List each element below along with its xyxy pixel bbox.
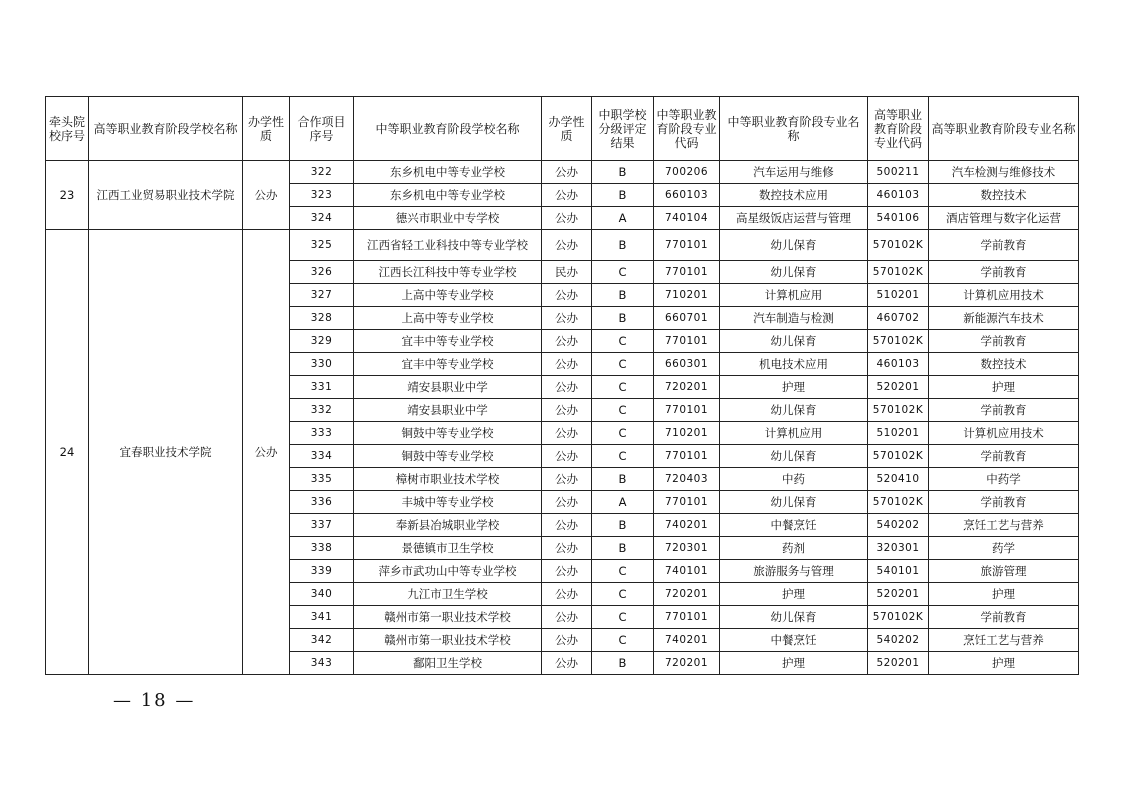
grade-cell: C — [592, 629, 654, 652]
higher-code-cell: 540202 — [868, 629, 929, 652]
grade-cell: C — [592, 399, 654, 422]
grade-cell: C — [592, 583, 654, 606]
grade-cell: A — [592, 207, 654, 230]
higher-major-cell: 新能源汽车技术 — [929, 307, 1079, 330]
secondary-nature-cell: 公办 — [542, 445, 592, 468]
higher-major-cell: 数控技术 — [929, 353, 1079, 376]
project-no-cell: 332 — [290, 399, 354, 422]
grade-cell: B — [592, 161, 654, 184]
project-no-cell: 330 — [290, 353, 354, 376]
secondary-school-cell: 铜鼓中等专业学校 — [354, 445, 542, 468]
header-higher-major: 高等职业教育阶段专业名称 — [929, 97, 1079, 161]
higher-code-cell: 520201 — [868, 376, 929, 399]
secondary-school-cell: 上高中等专业学校 — [354, 284, 542, 307]
lead-no-cell: 23 — [46, 161, 89, 230]
secondary-school-cell: 鄱阳卫生学校 — [354, 652, 542, 675]
secondary-code-cell: 770101 — [654, 230, 720, 261]
grade-cell: B — [592, 284, 654, 307]
table-header-row — [46, 97, 1079, 161]
higher-major-cell: 学前教育 — [929, 606, 1079, 629]
secondary-major-cell: 幼儿保育 — [720, 330, 868, 353]
secondary-code-cell: 720301 — [654, 537, 720, 560]
secondary-nature-cell: 公办 — [542, 161, 592, 184]
higher-code-cell: 540101 — [868, 560, 929, 583]
table-row — [46, 230, 1079, 261]
secondary-school-cell: 东乡机电中等专业学校 — [354, 161, 542, 184]
secondary-code-cell: 710201 — [654, 284, 720, 307]
grade-cell: C — [592, 261, 654, 284]
higher-major-cell: 药学 — [929, 537, 1079, 560]
grade-cell: C — [592, 606, 654, 629]
higher-major-cell: 学前教育 — [929, 445, 1079, 468]
secondary-nature-cell: 民办 — [542, 261, 592, 284]
secondary-major-cell: 旅游服务与管理 — [720, 560, 868, 583]
secondary-code-cell: 720403 — [654, 468, 720, 491]
secondary-code-cell: 770101 — [654, 491, 720, 514]
project-no-cell: 331 — [290, 376, 354, 399]
higher-nature-cell: 公办 — [243, 161, 290, 230]
secondary-nature-cell: 公办 — [542, 629, 592, 652]
secondary-nature-cell: 公办 — [542, 184, 592, 207]
higher-code-cell: 570102K — [868, 230, 929, 261]
secondary-school-cell: 赣州市第一职业技术学校 — [354, 606, 542, 629]
higher-code-cell: 510201 — [868, 284, 929, 307]
header-project-no: 合作项目序号 — [290, 97, 354, 161]
secondary-school-cell: 德兴市职业中专学校 — [354, 207, 542, 230]
secondary-nature-cell: 公办 — [542, 583, 592, 606]
header-lead-no: 牵头院校序号 — [46, 97, 89, 161]
secondary-school-cell: 靖安县职业中学 — [354, 399, 542, 422]
higher-major-cell: 学前教育 — [929, 330, 1079, 353]
secondary-school-cell: 东乡机电中等专业学校 — [354, 184, 542, 207]
project-no-cell: 323 — [290, 184, 354, 207]
secondary-major-cell: 幼儿保育 — [720, 445, 868, 468]
secondary-code-cell: 770101 — [654, 445, 720, 468]
secondary-code-cell: 770101 — [654, 399, 720, 422]
secondary-major-cell: 幼儿保育 — [720, 261, 868, 284]
project-no-cell: 335 — [290, 468, 354, 491]
higher-major-cell: 学前教育 — [929, 230, 1079, 261]
grade-cell: B — [592, 514, 654, 537]
grade-cell: C — [592, 445, 654, 468]
secondary-major-cell: 汽车制造与检测 — [720, 307, 868, 330]
secondary-major-cell: 幼儿保育 — [720, 399, 868, 422]
secondary-code-cell: 770101 — [654, 330, 720, 353]
secondary-school-cell: 奉新县冶城职业学校 — [354, 514, 542, 537]
higher-code-cell: 540202 — [868, 514, 929, 537]
secondary-major-cell: 数控技术应用 — [720, 184, 868, 207]
secondary-school-cell: 上高中等专业学校 — [354, 307, 542, 330]
secondary-school-cell: 宜丰中等专业学校 — [354, 353, 542, 376]
higher-school-cell: 江西工业贸易职业技术学院 — [89, 161, 243, 230]
secondary-school-cell: 宜丰中等专业学校 — [354, 330, 542, 353]
higher-code-cell: 460103 — [868, 184, 929, 207]
cooperation-table — [45, 96, 1079, 675]
header-secondary-code: 中等职业教育阶段专业代码 — [654, 97, 720, 161]
secondary-school-cell: 景德镇市卫生学校 — [354, 537, 542, 560]
secondary-nature-cell: 公办 — [542, 537, 592, 560]
higher-school-cell: 宜春职业技术学院 — [89, 230, 243, 675]
secondary-major-cell: 护理 — [720, 583, 868, 606]
secondary-nature-cell: 公办 — [542, 307, 592, 330]
grade-cell: B — [592, 468, 654, 491]
grade-cell: C — [592, 422, 654, 445]
secondary-school-cell: 萍乡市武功山中等专业学校 — [354, 560, 542, 583]
project-no-cell: 325 — [290, 230, 354, 261]
secondary-nature-cell: 公办 — [542, 376, 592, 399]
secondary-major-cell: 幼儿保育 — [720, 606, 868, 629]
higher-major-cell: 汽车检测与维修技术 — [929, 161, 1079, 184]
higher-code-cell: 540106 — [868, 207, 929, 230]
secondary-nature-cell: 公办 — [542, 330, 592, 353]
secondary-code-cell: 710201 — [654, 422, 720, 445]
secondary-major-cell: 护理 — [720, 652, 868, 675]
higher-code-cell: 570102K — [868, 261, 929, 284]
secondary-nature-cell: 公办 — [542, 353, 592, 376]
higher-major-cell: 计算机应用技术 — [929, 284, 1079, 307]
grade-cell: A — [592, 491, 654, 514]
header-secondary-school: 中等职业教育阶段学校名称 — [354, 97, 542, 161]
secondary-nature-cell: 公办 — [542, 652, 592, 675]
grade-cell: C — [592, 353, 654, 376]
higher-code-cell: 570102K — [868, 445, 929, 468]
secondary-code-cell: 770101 — [654, 606, 720, 629]
secondary-nature-cell: 公办 — [542, 399, 592, 422]
project-no-cell: 334 — [290, 445, 354, 468]
higher-major-cell: 旅游管理 — [929, 560, 1079, 583]
secondary-school-cell: 江西省轻工业科技中等专业学校 — [354, 230, 542, 261]
secondary-code-cell: 720201 — [654, 583, 720, 606]
secondary-nature-cell: 公办 — [542, 560, 592, 583]
higher-major-cell: 学前教育 — [929, 399, 1079, 422]
higher-major-cell: 中药学 — [929, 468, 1079, 491]
secondary-school-cell: 江西长江科技中等专业学校 — [354, 261, 542, 284]
higher-major-cell: 烹饪工艺与营养 — [929, 514, 1079, 537]
secondary-code-cell: 700206 — [654, 161, 720, 184]
secondary-nature-cell: 公办 — [542, 422, 592, 445]
secondary-nature-cell: 公办 — [542, 491, 592, 514]
project-no-cell: 336 — [290, 491, 354, 514]
higher-code-cell: 520201 — [868, 583, 929, 606]
table-body — [46, 161, 1079, 675]
grade-cell: B — [592, 652, 654, 675]
higher-code-cell: 500211 — [868, 161, 929, 184]
grade-cell: C — [592, 376, 654, 399]
secondary-school-cell: 樟树市职业技术学校 — [354, 468, 542, 491]
secondary-code-cell: 720201 — [654, 376, 720, 399]
higher-code-cell: 510201 — [868, 422, 929, 445]
secondary-nature-cell: 公办 — [542, 514, 592, 537]
higher-major-cell: 酒店管理与数字化运营 — [929, 207, 1079, 230]
project-no-cell: 337 — [290, 514, 354, 537]
higher-major-cell: 烹饪工艺与营养 — [929, 629, 1079, 652]
higher-code-cell: 570102K — [868, 606, 929, 629]
secondary-nature-cell: 公办 — [542, 230, 592, 261]
project-no-cell: 322 — [290, 161, 354, 184]
higher-code-cell: 570102K — [868, 399, 929, 422]
higher-major-cell: 计算机应用技术 — [929, 422, 1079, 445]
project-no-cell: 342 — [290, 629, 354, 652]
higher-code-cell: 460702 — [868, 307, 929, 330]
secondary-major-cell: 幼儿保育 — [720, 230, 868, 261]
project-no-cell: 327 — [290, 284, 354, 307]
grade-cell: B — [592, 307, 654, 330]
project-no-cell: 339 — [290, 560, 354, 583]
page-number: — 18 — — [113, 690, 196, 711]
secondary-nature-cell: 公办 — [542, 284, 592, 307]
higher-major-cell: 学前教育 — [929, 491, 1079, 514]
secondary-code-cell: 660103 — [654, 184, 720, 207]
higher-code-cell: 570102K — [868, 491, 929, 514]
higher-major-cell: 学前教育 — [929, 261, 1079, 284]
secondary-code-cell: 740104 — [654, 207, 720, 230]
project-no-cell: 333 — [290, 422, 354, 445]
secondary-major-cell: 高星级饭店运营与管理 — [720, 207, 868, 230]
project-no-cell: 343 — [290, 652, 354, 675]
secondary-major-cell: 幼儿保育 — [720, 491, 868, 514]
secondary-code-cell: 770101 — [654, 261, 720, 284]
higher-major-cell: 护理 — [929, 652, 1079, 675]
higher-major-cell: 护理 — [929, 583, 1079, 606]
project-no-cell: 324 — [290, 207, 354, 230]
secondary-nature-cell: 公办 — [542, 468, 592, 491]
higher-nature-cell: 公办 — [243, 230, 290, 675]
higher-code-cell: 520201 — [868, 652, 929, 675]
secondary-major-cell: 药剂 — [720, 537, 868, 560]
secondary-major-cell: 中药 — [720, 468, 868, 491]
higher-code-cell: 460103 — [868, 353, 929, 376]
higher-major-cell: 数控技术 — [929, 184, 1079, 207]
header-higher-school: 高等职业教育阶段学校名称 — [89, 97, 243, 161]
secondary-school-cell: 九江市卫生学校 — [354, 583, 542, 606]
secondary-nature-cell: 公办 — [542, 207, 592, 230]
secondary-code-cell: 740201 — [654, 514, 720, 537]
secondary-code-cell: 740101 — [654, 560, 720, 583]
secondary-school-cell: 靖安县职业中学 — [354, 376, 542, 399]
project-no-cell: 326 — [290, 261, 354, 284]
higher-major-cell: 护理 — [929, 376, 1079, 399]
secondary-major-cell: 护理 — [720, 376, 868, 399]
secondary-major-cell: 中餐烹饪 — [720, 514, 868, 537]
project-no-cell: 340 — [290, 583, 354, 606]
secondary-major-cell: 中餐烹饪 — [720, 629, 868, 652]
table-row — [46, 161, 1079, 184]
secondary-nature-cell: 公办 — [542, 606, 592, 629]
secondary-school-cell: 铜鼓中等专业学校 — [354, 422, 542, 445]
grade-cell: B — [592, 184, 654, 207]
secondary-major-cell: 汽车运用与维修 — [720, 161, 868, 184]
header-grade: 中职学校分级评定结果 — [592, 97, 654, 161]
project-no-cell: 329 — [290, 330, 354, 353]
secondary-code-cell: 740201 — [654, 629, 720, 652]
grade-cell: B — [592, 537, 654, 560]
lead-no-cell: 24 — [46, 230, 89, 675]
grade-cell: C — [592, 560, 654, 583]
project-no-cell: 328 — [290, 307, 354, 330]
header-higher-code: 高等职业教育阶段专业代码 — [868, 97, 929, 161]
project-no-cell: 338 — [290, 537, 354, 560]
higher-code-cell: 320301 — [868, 537, 929, 560]
grade-cell: C — [592, 330, 654, 353]
header-higher-nature: 办学性质 — [243, 97, 290, 161]
higher-code-cell: 520410 — [868, 468, 929, 491]
secondary-code-cell: 720201 — [654, 652, 720, 675]
secondary-school-cell: 赣州市第一职业技术学校 — [354, 629, 542, 652]
secondary-school-cell: 丰城中等专业学校 — [354, 491, 542, 514]
secondary-major-cell: 计算机应用 — [720, 422, 868, 445]
secondary-code-cell: 660701 — [654, 307, 720, 330]
secondary-major-cell: 机电技术应用 — [720, 353, 868, 376]
higher-code-cell: 570102K — [868, 330, 929, 353]
header-secondary-major: 中等职业教育阶段专业名称 — [720, 97, 868, 161]
header-secondary-nature: 办学性质 — [542, 97, 592, 161]
project-no-cell: 341 — [290, 606, 354, 629]
secondary-code-cell: 660301 — [654, 353, 720, 376]
grade-cell: B — [592, 230, 654, 261]
secondary-major-cell: 计算机应用 — [720, 284, 868, 307]
